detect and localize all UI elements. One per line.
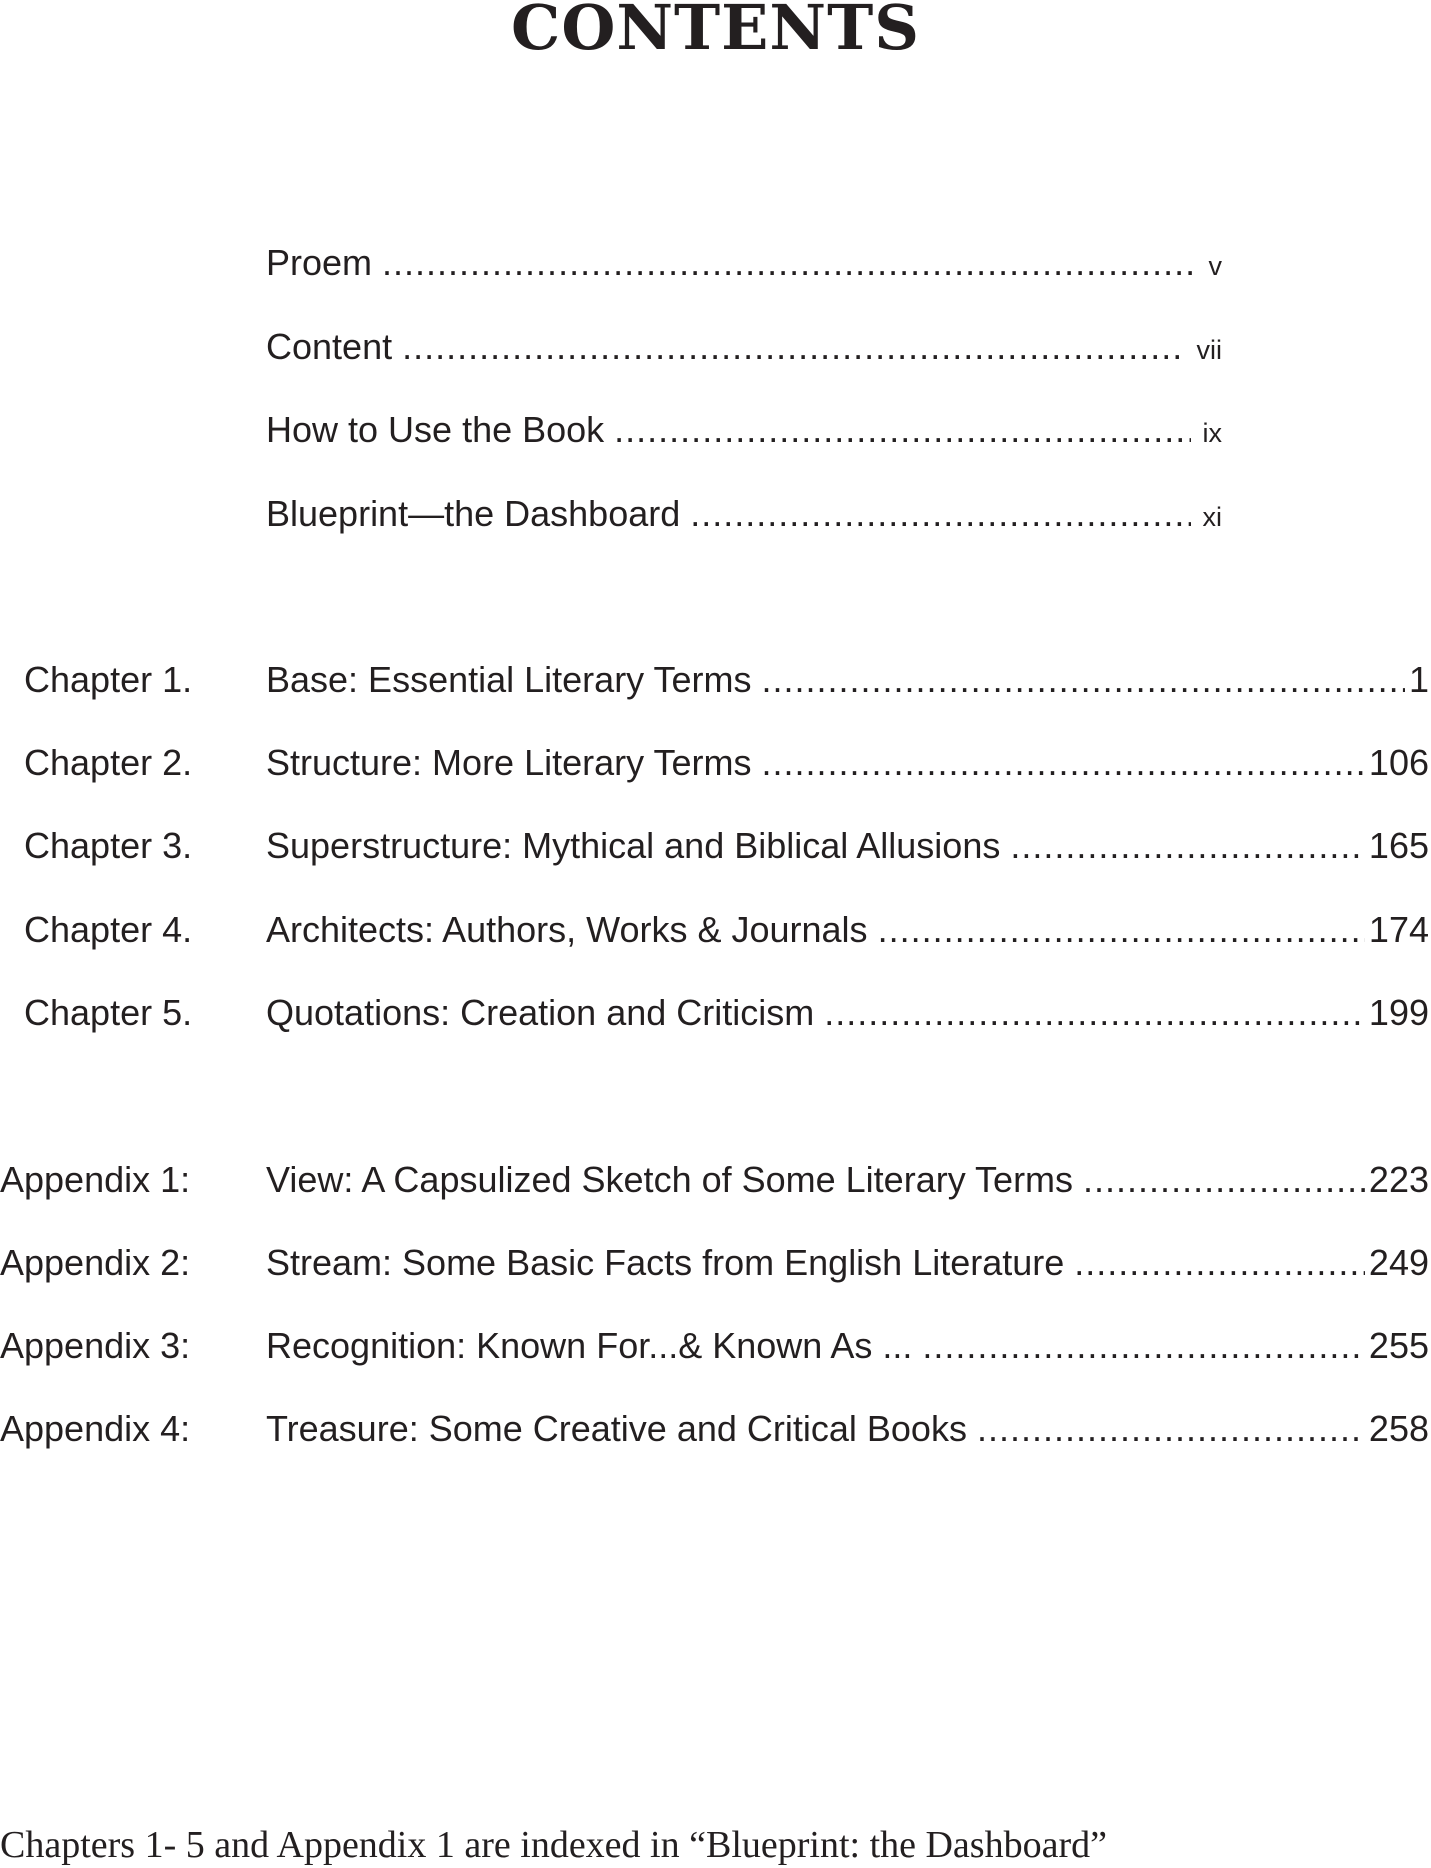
toc-page-number: 1 <box>1408 659 1429 700</box>
appendix-label: Appendix 1: <box>0 1159 191 1200</box>
toc-entry-title: Blueprint—the Dashboard <box>266 493 681 534</box>
toc-entry-title: Content <box>266 326 393 367</box>
toc-chapter-3[interactable] <box>24 822 1431 870</box>
index-note: Chapters 1- 5 and Appendix 1 are indexed in “Blueprint: the Dashboard” <box>0 1824 1107 1866</box>
chapter-label: Chapter 3. <box>24 825 193 866</box>
toc-entry-title: View: A Capsulized Sketch of Some Literary Terms <box>266 1159 1074 1200</box>
chapter-label: Chapter 2. <box>24 742 193 783</box>
toc-page-number: 255 <box>1368 1325 1429 1366</box>
toc-entry-how-to-use[interactable] <box>0 406 1431 454</box>
toc-page-number: vii <box>1196 335 1222 365</box>
toc-page-number: 199 <box>1368 992 1429 1033</box>
dot-leader <box>878 906 1365 954</box>
toc-appendix-3[interactable] <box>0 1322 1431 1370</box>
dot-leader <box>1074 1239 1365 1287</box>
dot-leader <box>762 656 1405 704</box>
toc-chapter-4[interactable] <box>24 906 1431 954</box>
chapter-label: Chapter 4. <box>24 909 193 950</box>
dot-leader <box>1010 822 1365 870</box>
appendix-label: Appendix 2: <box>0 1242 191 1283</box>
toc-entry-blueprint[interactable] <box>0 490 1431 538</box>
toc-entry-proem[interactable] <box>0 239 1431 287</box>
dot-leader <box>761 739 1364 787</box>
toc-chapter-5[interactable] <box>24 989 1431 1037</box>
appendix-label: Appendix 4: <box>0 1408 191 1449</box>
toc-entry-title: Quotations: Creation and Criticism <box>266 992 815 1033</box>
toc-page-number: ix <box>1202 418 1222 448</box>
toc-appendix-1[interactable] <box>0 1156 1431 1204</box>
dot-leader <box>824 989 1365 1037</box>
dot-leader <box>922 1322 1365 1370</box>
toc-entry-title: Superstructure: Mythical and Biblical Allusions <box>266 825 1001 866</box>
toc-entry-title: How to Use the Book <box>266 409 605 450</box>
toc-chapter-1[interactable] <box>24 656 1431 704</box>
dot-leader <box>382 239 1196 287</box>
toc-page-number: 174 <box>1368 909 1429 950</box>
chapter-label: Chapter 5. <box>24 992 193 1033</box>
toc-page-number: 106 <box>1368 742 1429 783</box>
dot-leader <box>690 490 1190 538</box>
toc-entry-title: Treasure: Some Creative and Critical Books <box>266 1408 967 1449</box>
toc-entry-title: Architects: Authors, Works & Journals <box>266 909 868 950</box>
toc-appendix-4[interactable] <box>0 1405 1431 1453</box>
toc-entry-title: Recognition: Known For...& Known As ... <box>266 1325 913 1366</box>
toc-entry-title: Base: Essential Literary Terms <box>266 659 752 700</box>
toc-entry-content[interactable] <box>0 323 1431 371</box>
toc-entry-title: Proem <box>266 242 373 283</box>
toc-page-number: v <box>1208 251 1222 281</box>
toc-page-number: xi <box>1202 502 1222 532</box>
toc-page-number: 165 <box>1368 825 1429 866</box>
appendix-label: Appendix 3: <box>0 1325 191 1366</box>
chapter-label: Chapter 1. <box>24 659 193 700</box>
toc-entry-title: Structure: More Literary Terms <box>266 742 752 783</box>
toc-chapter-2[interactable] <box>24 739 1431 787</box>
toc-appendix-2[interactable] <box>0 1239 1431 1287</box>
toc-page-number: 249 <box>1368 1242 1429 1283</box>
dot-leader <box>1083 1156 1365 1204</box>
toc-page-number: 258 <box>1368 1408 1429 1449</box>
dot-leader <box>977 1405 1365 1453</box>
toc-page-number: 223 <box>1368 1159 1429 1200</box>
toc-entry-title: Stream: Some Basic Facts from English Literature <box>266 1242 1065 1283</box>
dot-leader <box>402 323 1184 371</box>
page-title: CONTENTS <box>510 0 920 64</box>
dot-leader <box>614 406 1190 454</box>
